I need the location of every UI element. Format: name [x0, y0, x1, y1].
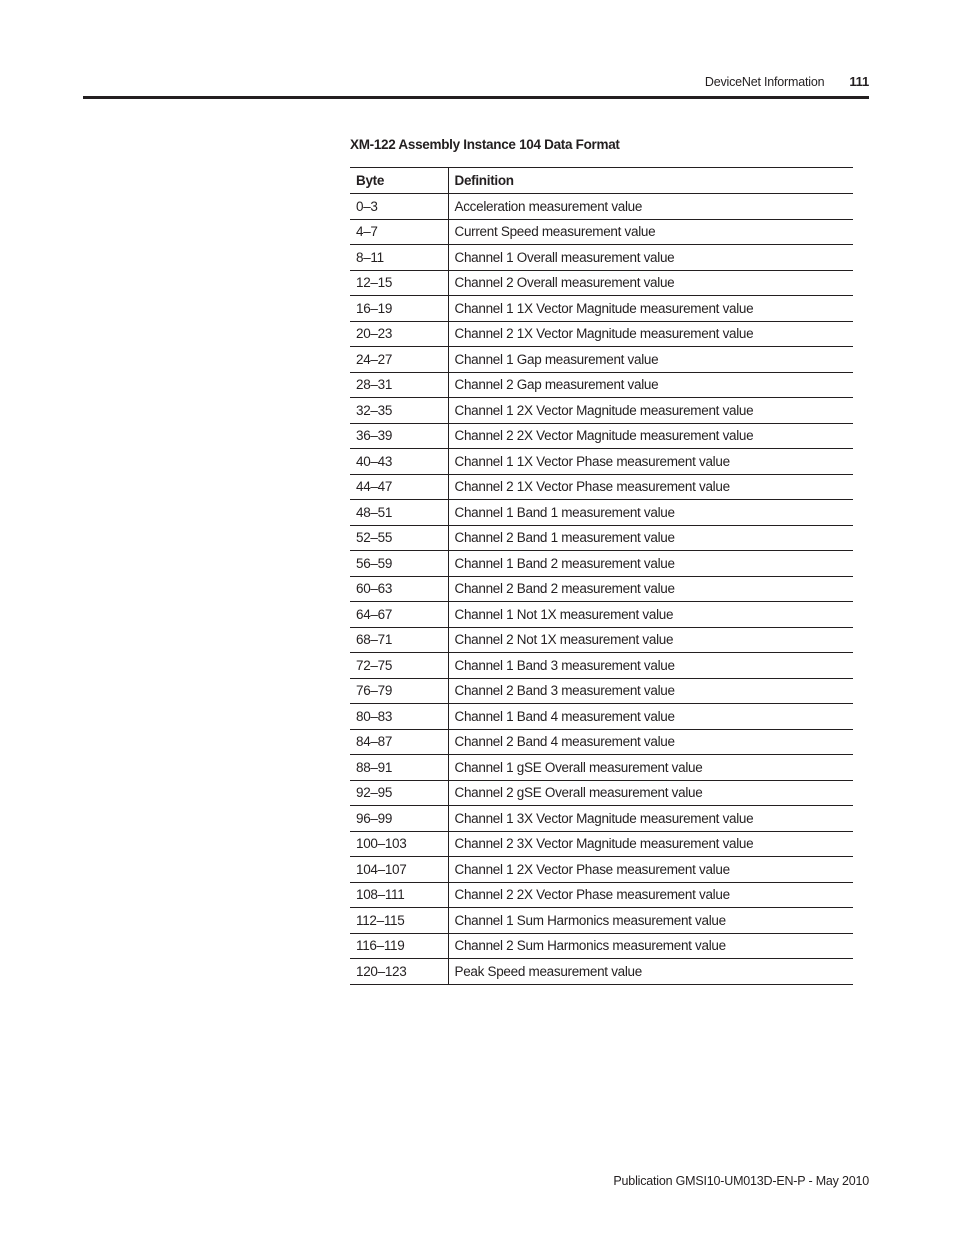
table-row — [350, 398, 853, 424]
definition-cell: Channel 1 Band 3 measurement value — [448, 653, 853, 679]
table-row — [350, 219, 853, 245]
byte-cell: 20–23 — [350, 321, 448, 347]
definition-cell: Channel 1 2X Vector Magnitude measurement value — [448, 398, 853, 424]
byte-cell: 80–83 — [350, 704, 448, 730]
table-row — [350, 959, 853, 985]
publication-footer: Publication GMSI10-UM013D-EN-P - May 2010 — [613, 1174, 869, 1188]
byte-cell: 28–31 — [350, 372, 448, 398]
definition-cell: Channel 1 2X Vector Phase measurement value — [448, 857, 853, 883]
table-row — [350, 882, 853, 908]
table-row — [350, 500, 853, 526]
table-row — [350, 372, 853, 398]
byte-cell: 16–19 — [350, 296, 448, 322]
table-row — [350, 347, 853, 373]
byte-cell: 120–123 — [350, 959, 448, 985]
byte-cell: 104–107 — [350, 857, 448, 883]
table-row — [350, 678, 853, 704]
table-row — [350, 449, 853, 475]
table-row — [350, 423, 853, 449]
definition-cell: Channel 2 2X Vector Phase measurement value — [448, 882, 853, 908]
byte-cell: 60–63 — [350, 576, 448, 602]
definition-cell: Channel 2 Not 1X measurement value — [448, 627, 853, 653]
definition-cell: Channel 2 gSE Overall measurement value — [448, 780, 853, 806]
definition-cell: Channel 1 Band 2 measurement value — [448, 551, 853, 577]
table-row — [350, 653, 853, 679]
byte-cell: 84–87 — [350, 729, 448, 755]
table-body — [350, 194, 853, 985]
table-row — [350, 806, 853, 832]
table-row — [350, 755, 853, 781]
table-row — [350, 933, 853, 959]
data-format-table — [350, 167, 853, 985]
byte-cell: 4–7 — [350, 219, 448, 245]
definition-cell: Channel 2 Band 2 measurement value — [448, 576, 853, 602]
table-row — [350, 474, 853, 500]
running-header — [705, 74, 869, 89]
definition-cell: Channel 1 Not 1X measurement value — [448, 602, 853, 628]
header-rule — [83, 96, 869, 99]
column-header-byte: Byte — [350, 168, 448, 194]
table-row — [350, 296, 853, 322]
definition-cell: Channel 2 3X Vector Magnitude measurement value — [448, 831, 853, 857]
byte-cell: 108–111 — [350, 882, 448, 908]
definition-cell: Channel 1 Sum Harmonics measurement value — [448, 908, 853, 934]
definition-cell: Channel 2 Overall measurement value — [448, 270, 853, 296]
byte-cell: 100–103 — [350, 831, 448, 857]
table-row — [350, 576, 853, 602]
table-row — [350, 602, 853, 628]
byte-cell: 0–3 — [350, 194, 448, 220]
table-row — [350, 627, 853, 653]
table-row — [350, 857, 853, 883]
byte-cell: 88–91 — [350, 755, 448, 781]
definition-cell: Peak Speed measurement value — [448, 959, 853, 985]
page-number: 111 — [849, 74, 869, 89]
definition-cell: Channel 1 1X Vector Magnitude measurement value — [448, 296, 853, 322]
definition-cell: Channel 1 Gap measurement value — [448, 347, 853, 373]
definition-cell: Channel 2 Band 4 measurement value — [448, 729, 853, 755]
definition-cell: Channel 2 1X Vector Phase measurement value — [448, 474, 853, 500]
definition-cell: Acceleration measurement value — [448, 194, 853, 220]
byte-cell: 8–11 — [350, 245, 448, 271]
section-title: DeviceNet Information — [704, 75, 825, 89]
byte-cell: 40–43 — [350, 449, 448, 475]
definition-cell: Channel 1 3X Vector Magnitude measurement value — [448, 806, 853, 832]
table-row — [350, 525, 853, 551]
definition-cell: Channel 2 Sum Harmonics measurement value — [448, 933, 853, 959]
table-row — [350, 704, 853, 730]
table-row — [350, 729, 853, 755]
definition-cell: Channel 2 Band 1 measurement value — [448, 525, 853, 551]
table-row — [350, 551, 853, 577]
definition-cell: Channel 1 Band 1 measurement value — [448, 500, 853, 526]
table-row — [350, 270, 853, 296]
table-header-row — [350, 168, 853, 194]
byte-cell: 64–67 — [350, 602, 448, 628]
byte-cell: 92–95 — [350, 780, 448, 806]
definition-cell: Channel 1 1X Vector Phase measurement value — [448, 449, 853, 475]
definition-cell: Current Speed measurement value — [448, 219, 853, 245]
table-row — [350, 831, 853, 857]
definition-cell: Channel 1 Band 4 measurement value — [448, 704, 853, 730]
definition-cell: Channel 2 Gap measurement value — [448, 372, 853, 398]
byte-cell: 24–27 — [350, 347, 448, 373]
byte-cell: 32–35 — [350, 398, 448, 424]
byte-cell: 36–39 — [350, 423, 448, 449]
byte-cell: 48–51 — [350, 500, 448, 526]
byte-cell: 12–15 — [350, 270, 448, 296]
byte-cell: 96–99 — [350, 806, 448, 832]
byte-cell: 68–71 — [350, 627, 448, 653]
column-header-definition: Definition — [448, 168, 853, 194]
byte-cell: 44–47 — [350, 474, 448, 500]
table-row — [350, 321, 853, 347]
byte-cell: 72–75 — [350, 653, 448, 679]
definition-cell: Channel 2 2X Vector Magnitude measurement value — [448, 423, 853, 449]
byte-cell: 56–59 — [350, 551, 448, 577]
table-title: XM-122 Assembly Instance 104 Data Format — [350, 137, 620, 152]
byte-cell: 116–119 — [350, 933, 448, 959]
byte-cell: 112–115 — [350, 908, 448, 934]
definition-cell: Channel 2 Band 3 measurement value — [448, 678, 853, 704]
table-row — [350, 780, 853, 806]
byte-cell: 52–55 — [350, 525, 448, 551]
byte-cell: 76–79 — [350, 678, 448, 704]
table-row — [350, 908, 853, 934]
definition-cell: Channel 2 1X Vector Magnitude measurement value — [448, 321, 853, 347]
definition-cell: Channel 1 gSE Overall measurement value — [448, 755, 853, 781]
definition-cell: Channel 1 Overall measurement value — [448, 245, 853, 271]
table-row — [350, 194, 853, 220]
table-row — [350, 245, 853, 271]
